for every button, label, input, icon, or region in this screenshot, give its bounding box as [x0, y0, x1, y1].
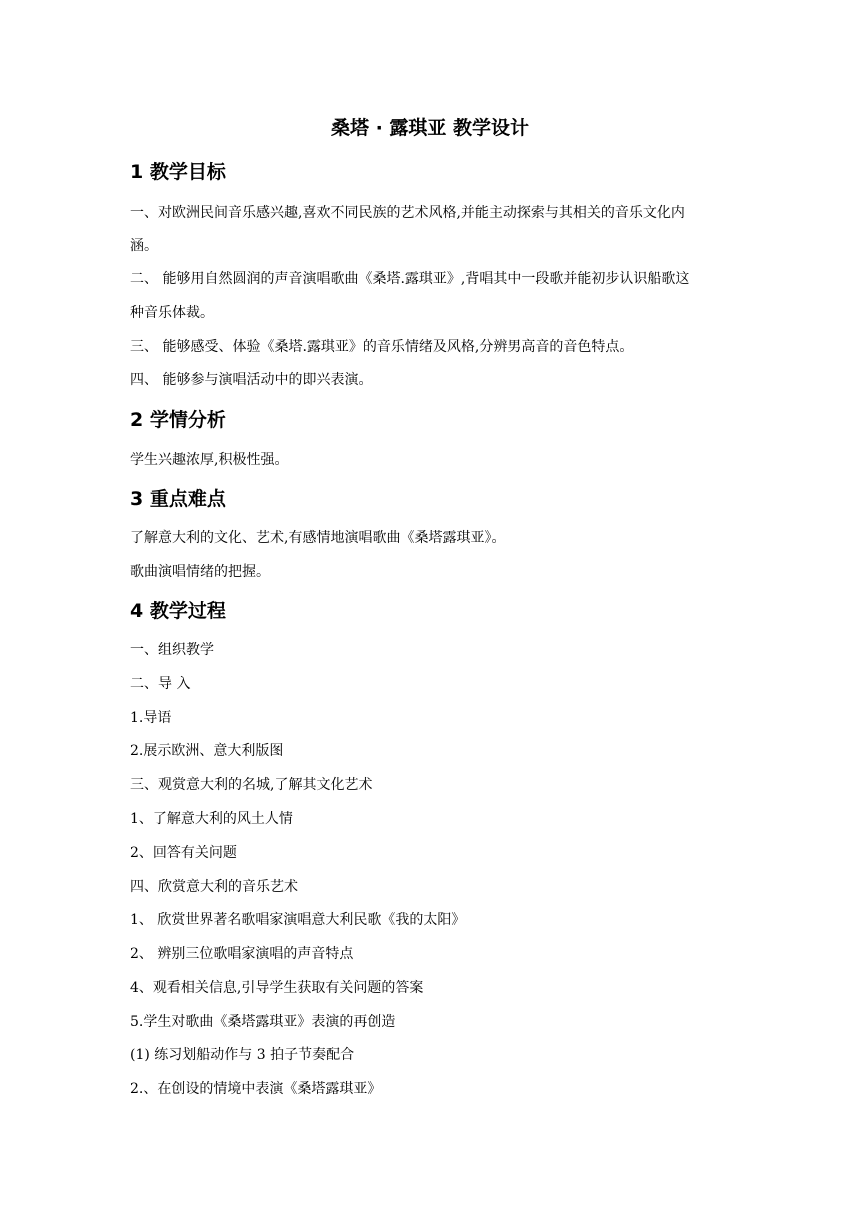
paragraph-line: 2.展示欧洲、意大利版图 [130, 743, 284, 759]
paragraph-line: 5.学生对歌曲《桑塔露琪亚》表演的再创造 [130, 1014, 396, 1030]
section-heading-objectives: 1 教学目标 [130, 161, 226, 183]
paragraph-line: 三、 能够感受、体验《桑塔.露琪亚》的音乐情绪及风格,分辨男高音的音色特点。 [130, 339, 634, 355]
paragraph-line: 四、 能够参与演唱活动中的即兴表演。 [130, 372, 373, 388]
section-heading-analysis: 2 学情分析 [130, 409, 226, 431]
paragraph-line: 1.导语 [130, 710, 172, 726]
section-heading-process: 4 教学过程 [130, 600, 226, 622]
paragraph-line: 1、 欣赏世界著名歌唱家演唱意大利民歌《我的太阳》 [130, 912, 466, 928]
paragraph-line: 二、导 入 [130, 676, 191, 692]
paragraph-line: 1、了解意大利的风土人情 [130, 811, 293, 827]
paragraph-line: 二、 能够用自然圆润的声音演唱歌曲《桑塔.露琪亚》,背唱其中一段歌并能初步认识船歌这 [130, 271, 690, 287]
paragraph-line: 一、对欧洲民间音乐感兴趣,喜欢不同民族的艺术风格,并能主动探索与其相关的音乐文化内 [130, 205, 685, 221]
paragraph-line: 涵。 [130, 238, 158, 254]
paragraph-line: 2.、在创设的情境中表演《桑塔露琪亚》 [130, 1081, 382, 1097]
section-heading-key-points: 3 重点难点 [130, 488, 226, 510]
paragraph-line: 了解意大利的文化、艺术,有感情地演唱歌曲《桑塔露琪亚》。 [130, 530, 506, 546]
paragraph-line: 2、 辨别三位歌唱家演唱的声音特点 [130, 946, 354, 962]
paragraph-line: 种音乐体裁。 [130, 305, 214, 321]
paragraph-line: 4、观看相关信息,引导学生获取有关问题的答案 [130, 980, 424, 996]
document-title: 桑塔 · 露琪亚 教学设计 [330, 117, 530, 139]
paragraph-line: 学生兴趣浓厚,积极性强。 [130, 452, 289, 468]
paragraph-line: 四、欣赏意大利的音乐艺术 [130, 879, 298, 895]
paragraph-line: 一、组织教学 [130, 642, 214, 658]
paragraph-line: 三、观赏意大利的名城,了解其文化艺术 [130, 777, 373, 793]
paragraph-line: 歌曲演唱情绪的把握。 [130, 564, 270, 580]
paragraph-line: 2、回答有关问题 [130, 845, 237, 861]
paragraph-line: (1) 练习划船动作与 3 拍子节奏配合 [130, 1047, 355, 1063]
